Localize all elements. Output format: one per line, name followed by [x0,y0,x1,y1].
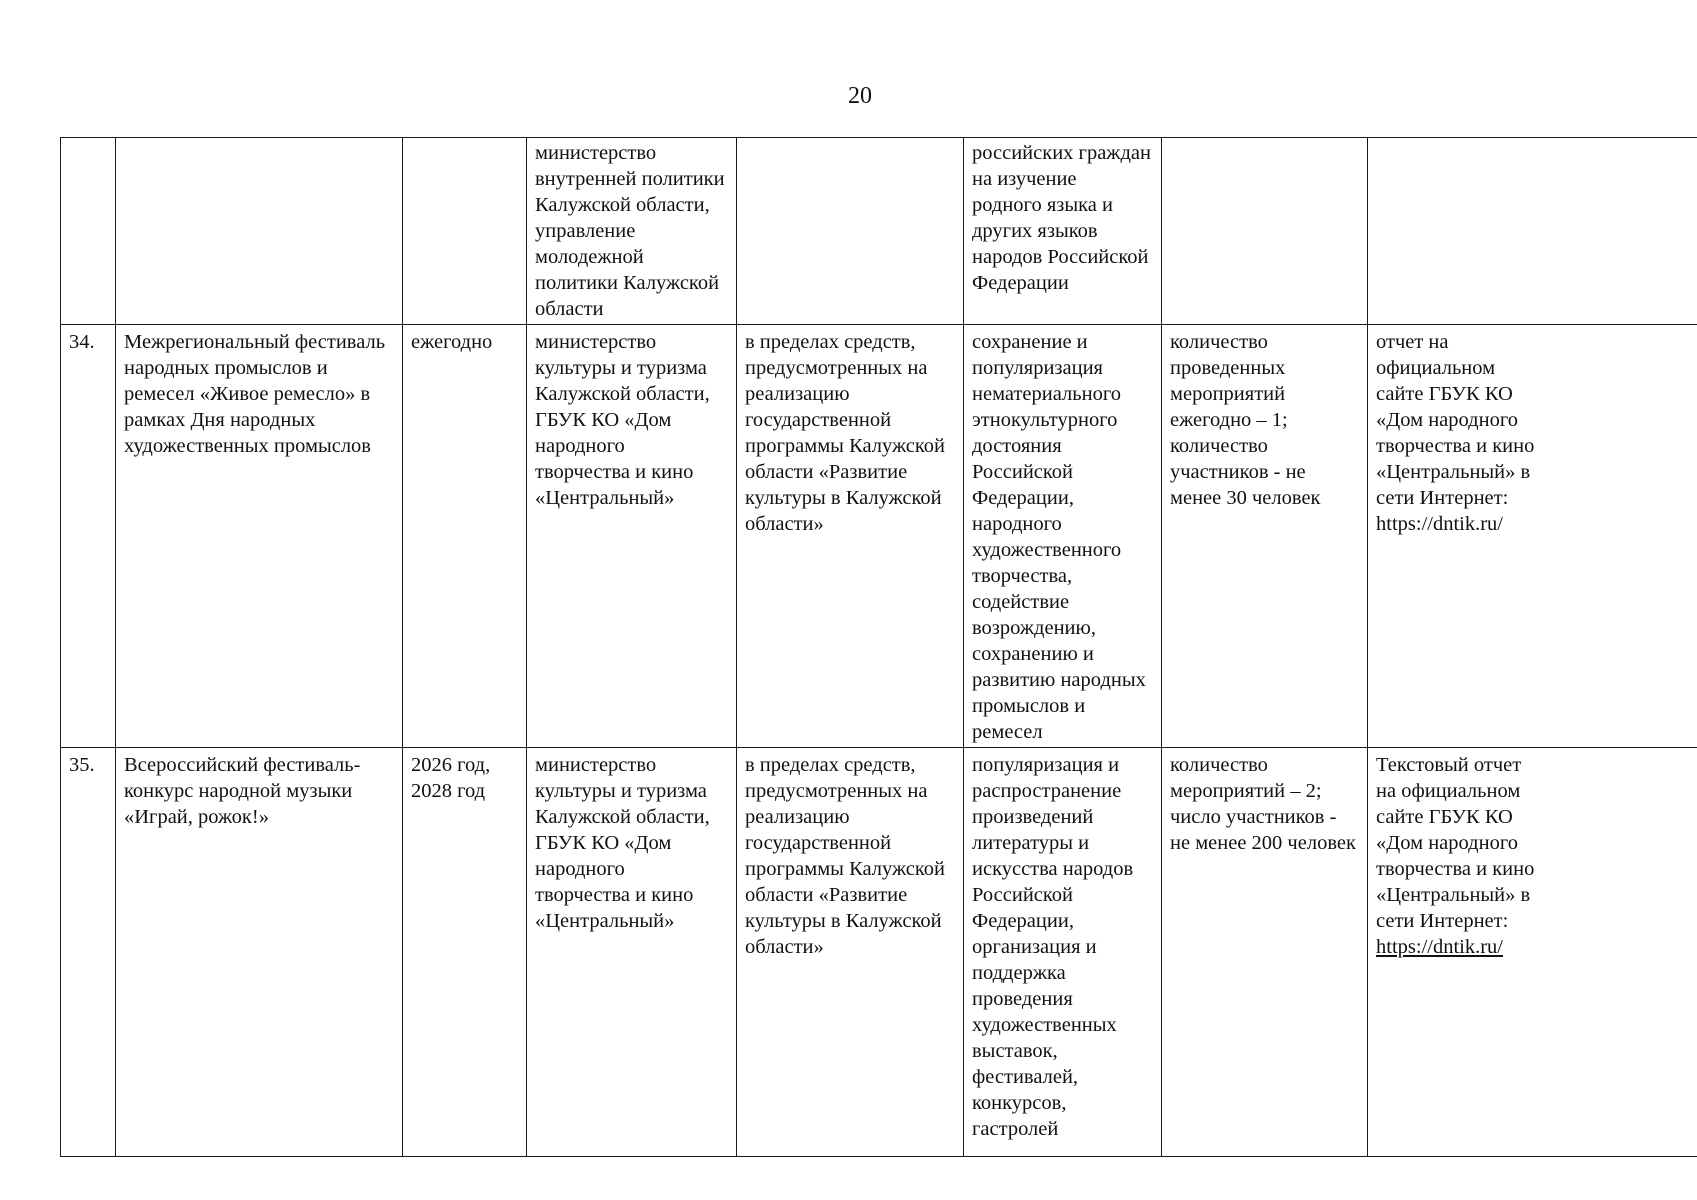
event-responsible: министерство внутренней политики Калужской области, управление молодежной политики Калужской области [527,138,737,325]
event-indicator: количество мероприятий – 2; число участников - не менее 200 человек [1162,748,1368,1157]
event-output: отчет на официальном сайте ГБУК КО «Дом народного творчества и кино «Центральный» в сети Интернет: https://dntik.ru/ [1368,325,1697,748]
events-table [60,137,1697,1157]
event-name [116,138,403,325]
event-responsible: министерство культуры и туризма Калужской области, ГБУК КО «Дом народного творчества и кино «Центральный» [527,748,737,1157]
event-responsible: министерство культуры и туризма Калужской области, ГБУК КО «Дом народного творчества и кино «Центральный» [527,325,737,748]
event-funding [737,138,964,325]
event-indicator [1162,138,1368,325]
table-row [61,748,1697,1157]
page-number: 20 [848,83,872,109]
row-number: 35. [61,748,116,1157]
row-number: 34. [61,325,116,748]
table-row [61,325,1697,748]
event-output [1368,138,1697,325]
event-name: Всероссийский фестиваль- конкурс народной музыки «Играй, рожок!» [116,748,403,1157]
table-row [61,138,1697,325]
event-goal: популяризация и распространение произведений литературы и искусства народов Российской Федерации, организация и поддержка проведения художественных выставок, фестивалей, конкурсов, гастролей [964,748,1162,1157]
event-funding: в пределах средств, предусмотренных на реализацию государственной программы Калужской области «Развитие культуры в Калужской области» [737,325,964,748]
event-period [403,138,527,325]
event-output-text: Текстовый отчет на официальном сайте ГБУК КО «Дом народного творчества и кино «Центральный» в сети Интернет: [1376,754,1535,932]
event-goal: российских граждан на изучение родного языка и других языков народов Российской Федерации [964,138,1162,325]
row-number [61,138,116,325]
event-period: ежегодно [403,325,527,748]
event-output [1368,748,1697,1157]
event-period: 2026 год, 2028 год [403,748,527,1157]
website-link[interactable]: https://dntik.ru/ [1376,936,1503,958]
event-indicator: количество проведенных мероприятий ежегодно – 1; количество участников - не менее 30 человек [1162,325,1368,748]
event-funding: в пределах средств, предусмотренных на реализацию государственной программы Калужской области «Развитие культуры в Калужской области» [737,748,964,1157]
event-goal: сохранение и популяризация нематериального этнокультурного достояния Российской Федерации, народного художественного творчества, содействие возрождению, сохранению и развитию народных промыслов и ремесел [964,325,1162,748]
event-name: Межрегиональный фестиваль народных промыслов и ремесел «Живое ремесло» в рамках Дня народных художественных промыслов [116,325,403,748]
